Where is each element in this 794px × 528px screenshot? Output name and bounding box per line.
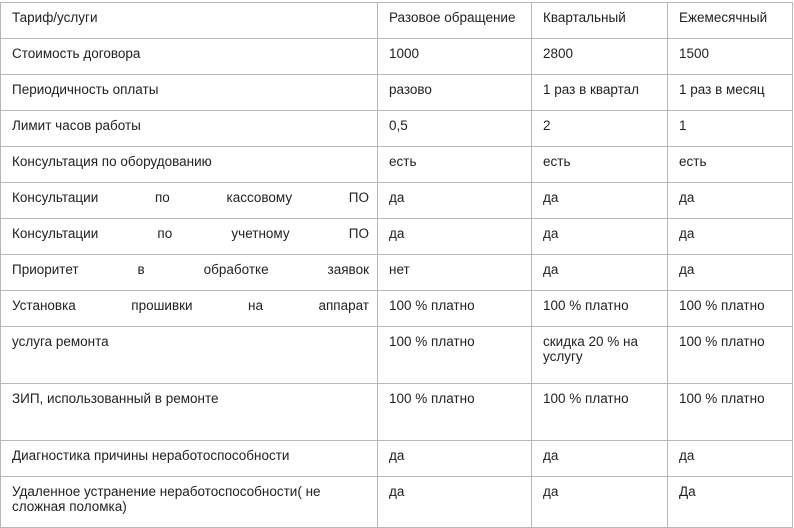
table-row xyxy=(1,327,793,384)
row-label: Консультации по кассовому ПО xyxy=(1,183,378,219)
table-cell: да xyxy=(532,219,668,255)
header-cell: Тариф/услуги xyxy=(1,3,378,39)
row-label: Приоритет в обработке заявок xyxy=(1,255,378,291)
table-row xyxy=(1,39,793,75)
table-cell: 0,5 xyxy=(378,111,532,147)
row-label: Стоимость договора xyxy=(1,39,378,75)
table-cell: 1 раз в месяц xyxy=(668,75,793,111)
table-row xyxy=(1,477,793,528)
table-row xyxy=(1,384,793,441)
table-cell: 100 % платно xyxy=(532,384,668,441)
table-cell: да xyxy=(668,441,793,477)
table-cell: 1 xyxy=(668,111,793,147)
table-cell: разово xyxy=(378,75,532,111)
table-row xyxy=(1,183,793,219)
table-cell: нет xyxy=(378,255,532,291)
table-row xyxy=(1,441,793,477)
table-cell: скидка 20 % на услугу xyxy=(532,327,668,384)
table-cell: 1500 xyxy=(668,39,793,75)
table-cell: 100 % платно xyxy=(668,384,793,441)
table-cell: 100 % платно xyxy=(378,384,532,441)
table-cell: 2800 xyxy=(532,39,668,75)
row-label: услуга ремонта xyxy=(1,327,378,384)
table-cell: да xyxy=(532,255,668,291)
table-header-row xyxy=(1,3,793,39)
table-cell: 100 % платно xyxy=(532,291,668,327)
header-cell: Квартальный xyxy=(532,3,668,39)
table-row xyxy=(1,147,793,183)
table-cell: да xyxy=(532,441,668,477)
table-row xyxy=(1,219,793,255)
row-label: Лимит часов работы xyxy=(1,111,378,147)
row-label: Консультация по оборудованию xyxy=(1,147,378,183)
header-cell: Разовое обращение xyxy=(378,3,532,39)
table-row xyxy=(1,75,793,111)
table-cell: да xyxy=(668,183,793,219)
table-cell: да xyxy=(532,183,668,219)
table-cell: есть xyxy=(378,147,532,183)
table-row xyxy=(1,291,793,327)
table-cell: есть xyxy=(668,147,793,183)
table-cell: да xyxy=(378,219,532,255)
row-label: ЗИП, использованный в ремонте xyxy=(1,384,378,441)
table-cell: 100 % платно xyxy=(668,327,793,384)
row-label: Консультации по учетному ПО xyxy=(1,219,378,255)
header-cell: Ежемесячный xyxy=(668,3,793,39)
table-cell: да xyxy=(378,183,532,219)
tariff-table xyxy=(0,2,793,528)
row-label: Периодичность оплаты xyxy=(1,75,378,111)
table-cell: 2 xyxy=(532,111,668,147)
table-row xyxy=(1,111,793,147)
table-cell: да xyxy=(532,477,668,528)
table-cell: да xyxy=(378,441,532,477)
table-cell: Да xyxy=(668,477,793,528)
table-cell: 1 раз в квартал xyxy=(532,75,668,111)
table-cell: 100 % платно xyxy=(378,327,532,384)
table-cell: да xyxy=(668,255,793,291)
row-label: Удаленное устранение неработоспособности( не сложная поломка) xyxy=(1,477,378,528)
table-cell: 100 % платно xyxy=(378,291,532,327)
table-row xyxy=(1,255,793,291)
table-cell: да xyxy=(378,477,532,528)
row-label: Установка прошивки на аппарат xyxy=(1,291,378,327)
table-cell: да xyxy=(668,219,793,255)
table-cell: 1000 xyxy=(378,39,532,75)
table-cell: есть xyxy=(532,147,668,183)
row-label: Диагностика причины неработоспособности xyxy=(1,441,378,477)
table-cell: 100 % платно xyxy=(668,291,793,327)
